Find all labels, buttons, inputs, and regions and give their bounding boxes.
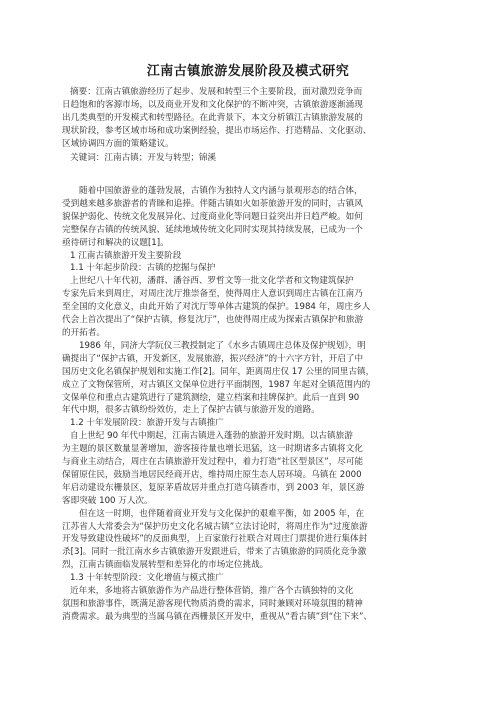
body-line: 1986 年，同济大学阮仪三教授制定了《水乡古镇周庄总体及保护规划》，明: [79, 340, 366, 351]
abstract-line: 出几类典型的开发模式和转型路径。在此背景下，本文分析镇江古镇旅游发展的: [62, 112, 363, 123]
abstract-line: 现状阶段，参考区域市场和成功案例经验，提出市场运作、打造精品、文化驱动、: [62, 125, 372, 136]
body-line: 至全国的文化意义，由此开始了对沈厅等单体古建筑的保护。1984 年，周庄乡人: [62, 302, 371, 313]
page-title: 江南古镇旅游发展阶段及模式研究: [146, 64, 350, 79]
body-line: 近年来，多地将古镇旅游作为产品进行整体营销，推广各个古镇独特的文化: [70, 586, 354, 597]
body-line: 上世纪八十年代初，潘群、潘谷西、罗哲文等一批文化学者和文物建筑保护: [70, 276, 354, 287]
keywords: [62, 152, 440, 165]
body-line: 完整保存古镇的传统风貌、延续地域传统文化同时实现其持续发展，已成为一个: [62, 224, 363, 235]
abstract: [62, 86, 440, 151]
body-line: 烈，江南古镇面临发展转型和差异化的市场定位挑战。: [62, 560, 269, 571]
body-line: 江苏省人大常委会为“保护历史文化名城古镇”立法讨论时，将周庄作为“过度旅游: [62, 521, 368, 532]
body-line: 与商业主动结合，周庄在古镇旅游开发过程中，着力打造“社区型景区”，尽可能: [62, 457, 364, 468]
body-line: 确提出了“保护古镇，开发新区，发展旅游，振兴经济”的十六字方针，开启了中: [62, 353, 364, 364]
body-line: 氛围和旅游事件，既满足游客现代物质消费的需求，同时兼顾对环境氛围的精神: [62, 599, 363, 609]
keywords-line: 关键词：江南古镇；开发与转型；锦溪: [70, 153, 217, 163]
body-line: 受到越来越多旅游者的青睐和追捧。伴随古镇如火如荼旅游开发的同时，古镇风: [62, 198, 363, 209]
body-line: 的开拓者。: [62, 327, 105, 338]
body-text: [62, 185, 440, 624]
body-line: 为主题的景区数量显著增加，游客接待量也增长迅猛，这一时期诸多古镇将文化: [62, 444, 363, 455]
body-line: 专家先后来到周庄，对周庄沈厅推崇备至，使得周庄人意识到周庄古镇在江南乃: [62, 289, 363, 300]
subsection-heading: 1.3 十年转型阶段：文化增值与模式推广: [70, 573, 224, 584]
body-line: 杀[3]。同时一批江南水乡古镇旅游开发跟进后，带来了古镇旅游的同质化竞争激: [62, 547, 367, 558]
abstract-line: 摘要：江南古镇旅游经历了起步、发展和转型三个主要阶段，面对激烈竞争而: [70, 87, 363, 97]
body-line: 国历史文化名镇保护规划和实施工作[2]。同年，距离周庄仅 17 公里的同里古镇，: [62, 366, 375, 377]
abstract-line: 日趋饱和的客源市场，以及商业开发和文化保护的不断冲突，古镇旅游逐渐涌现: [62, 99, 363, 110]
body-line: 消费需求。最为典型的当属乌镇在西栅景区开发中，重视从“看古镇”到“住下来”、: [62, 611, 372, 622]
body-line: 随着中国旅游业的蓬勃发展，古镇作为独特人文内涵与景观形态的结合体，: [79, 186, 363, 196]
body-line: 但在这一时期，也伴随着商业开发与文化保护的艰难平衡，如 2005 年，在: [79, 508, 365, 519]
abstract-line: 区域协调四方面的策略建议。: [62, 138, 174, 149]
subsection-heading: 1.2 十年发展阶段：旅游开发与古镇推广: [70, 418, 224, 429]
body-line: 貌保护弱化、传统文化发展异化、过度商业化等问题日益突出并日趋严峻。如何: [62, 211, 363, 222]
section-heading: 1 江南古镇旅游开发主要阶段: [70, 250, 182, 261]
body-line: 客即突破 100 万人次。: [62, 495, 153, 506]
body-line: 代会上首次提出了“保护古镇，修复沈厅”，也使得周庄成为探索古镇保护和旅游: [62, 315, 364, 326]
body-line: 年代中期，很多古镇纷纷效仿，走上了保护古镇与旅游开发的道路。: [62, 405, 320, 416]
body-line: 自上世纪 90 年代中期起，江南古镇进入蓬勃的旅游开发时期。以古镇旅游: [70, 431, 353, 442]
body-line: 保留原住民，鼓励当地居民经商开店，维持周庄原生态人居环境。乌镇在 2000: [62, 469, 362, 480]
subsection-heading: 1.1 十年起步阶段：古镇的挖掘与保护: [70, 263, 216, 274]
body-line: 文保单位和重点古建筑进行了建筑测绘，建立档案和挂牌保护。此后一直到 90: [62, 392, 360, 403]
body-line: 亟待研讨和解决的议题[1]。: [62, 237, 169, 248]
body-line: 成立了文物保管所，对古镇区文保单位进行平面制图，1987 年起对全镇范围内的: [62, 379, 371, 390]
body-line: 开发导致建设性破坏”的反面典型，上百家旅行社联合对周庄门票提价进行集体封: [62, 534, 368, 545]
body-line: 年启动建设东栅景区，复原茅盾故居并重点打造乌镇香市，到 2003 年，景区游: [62, 482, 365, 493]
